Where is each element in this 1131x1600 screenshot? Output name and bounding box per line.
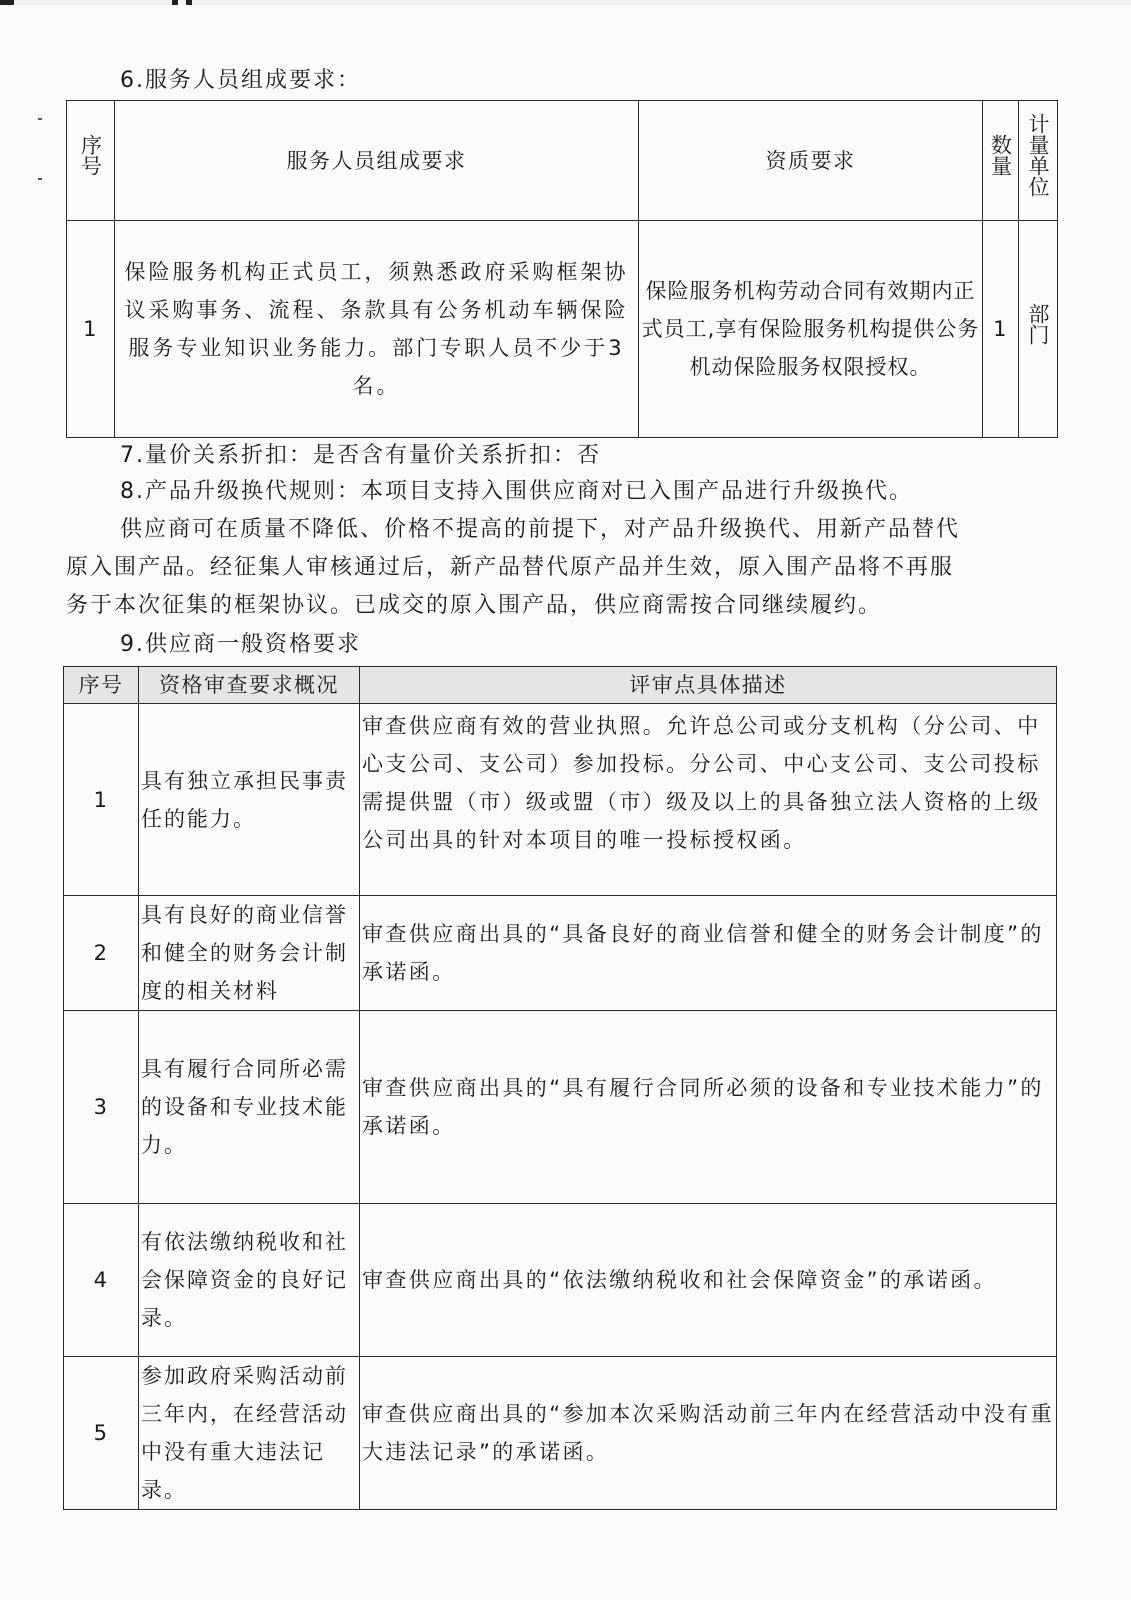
table-header-row [64,667,1057,704]
header-description: 评审点具体描述 [360,667,1057,704]
table-header-row [67,101,1058,221]
section7-text: 7.量价关系折扣：是否含有量价关系折扣：否 [120,443,601,468]
header-unit: 计量单位 [1019,101,1058,221]
row-unit: 部门 [1019,221,1058,438]
table-row [67,221,1058,438]
row-summary: 参加政府采购活动前三年内，在经营活动中没有重大违法记录。 [139,1357,360,1510]
scan-top-edge [0,0,1131,5]
row-description: 审查供应商出具的“参加本次采购活动前三年内在经营活动中没有重大违法记录”的承诺函。 [360,1357,1057,1510]
row-summary: 具有良好的商业信誉和健全的财务会计制度的相关材料 [139,896,360,1011]
table-row [64,896,1057,1011]
row-description: 审查供应商出具的“具备良好的商业信誉和健全的财务会计制度”的承诺函。 [360,896,1057,1011]
scan-mark [0,0,14,5]
header-summary: 资格审查要求概况 [139,667,360,704]
scan-speck [38,178,42,180]
header-qualification: 资质要求 [639,101,983,221]
row-no: 3 [64,1011,139,1204]
row-no: 1 [67,221,115,438]
scan-mark [172,0,178,5]
row-description: 审查供应商出具的“依法缴纳税收和社会保障资金”的承诺函。 [360,1204,1057,1357]
row-requirement: 保险服务机构正式员工，须熟悉政府采购框架协议采购事务、流程、条款具有公务机动车辆保险服务专业知识业务能力。部门专职人员不少于3名。 [115,221,639,438]
table-row [64,1011,1057,1204]
service-staff-table [66,100,1058,438]
row-no: 5 [64,1357,139,1510]
section9-heading: 9.供应商一般资格要求 [120,632,361,657]
table-row [64,1204,1057,1357]
header-requirement: 服务人员组成要求 [115,101,639,221]
row-no: 4 [64,1204,139,1357]
qualification-table [63,666,1057,1510]
header-no: 序号 [67,101,115,221]
row-quantity: 1 [983,221,1019,438]
scan-speck [38,118,42,120]
row-summary: 具有履行合同所必需的设备和专业技术能力。 [139,1011,360,1204]
section8-heading: 8.产品升级换代规则：本项目支持入围供应商对已入围产品进行升级换代。 [120,479,913,504]
row-description: 审查供应商出具的“具有履行合同所必须的设备和专业技术能力”的承诺函。 [360,1011,1057,1204]
row-qualification: 保险服务机构劳动合同有效期内正式员工,享有保险服务机构提供公务机动保险服务权限授权。 [639,221,983,438]
row-summary: 具有独立承担民事责任的能力。 [139,704,360,896]
row-description: 审查供应商有效的营业执照。允许总公司或分支机构（分公司、中心支公司、支公司）参加投标。分公司、中心支公司、支公司投标需提供盟（市）级或盟（市）级及以上的具备独立法人资格的上级公司出具的针对本项目的唯一投标授权函。 [360,704,1057,896]
row-no: 2 [64,896,139,1011]
section8-body-line1: 供应商可在质量不降低、价格不提高的前提下，对产品升级换代、用新产品替代 [120,517,961,542]
table-row [64,1357,1057,1510]
row-summary: 有依法缴纳税收和社会保障资金的良好记录。 [139,1204,360,1357]
header-quantity: 数量 [983,101,1019,221]
section8-body-line3: 务于本次征集的框架协议。已成交的原入围产品，供应商需按合同继续履约。 [66,593,883,618]
table-row [64,704,1057,896]
section8-body-line2: 原入围产品。经征集人审核通过后，新产品替代原产品并生效，原入围产品将不再服 [66,555,955,580]
scan-mark [186,0,192,5]
header-no: 序号 [64,667,139,704]
row-no: 1 [64,704,139,896]
section6-heading: 6.服务人员组成要求： [120,68,361,93]
